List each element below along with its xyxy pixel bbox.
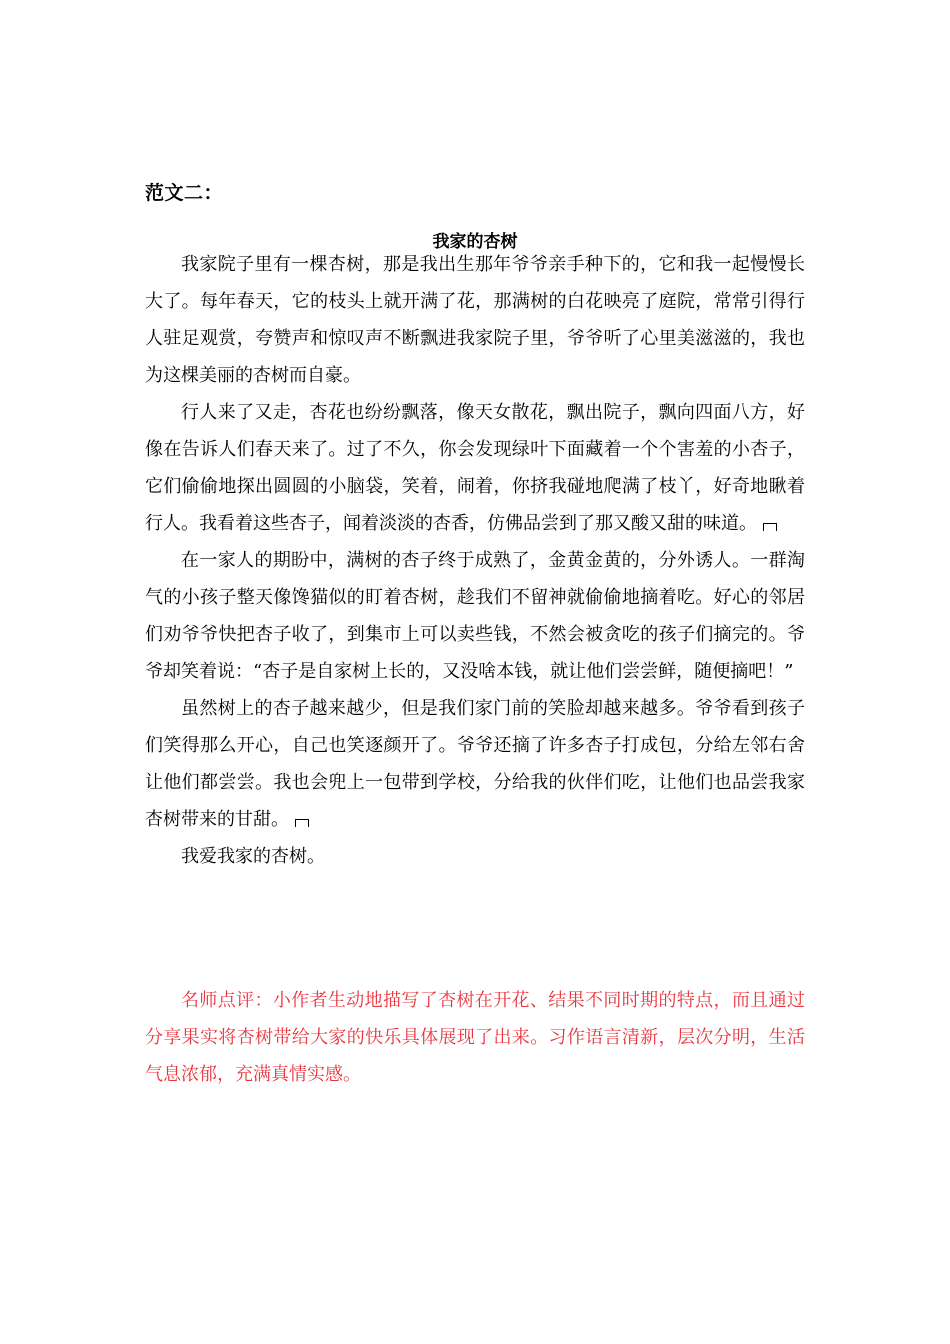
paragraph-5 xyxy=(145,838,805,875)
paragraph-mark-icon xyxy=(763,523,777,531)
paragraph-3 xyxy=(145,542,805,690)
paragraph-2 xyxy=(145,394,805,542)
paragraph-4 xyxy=(145,690,805,838)
paragraph-3-text: 在一家人的期盼中，满树的杏子终于成熟了，金黄金黄的，分外诱人。一群淘气的小孩子整天像馋猫似的盯着杏树，趁我们不留神就偷偷地摘着吃。好心的邻居们劝爷爷快把杏子收了，到集市上可以卖些钱，不然会被贪吃的孩子们摘完的。爷爷却笑着说：“杏子是自家树上长的，又没啥本钱，就让他们尝尝鲜，随便摘吧！” xyxy=(145,550,805,682)
paragraph-2-text: 行人来了又走，杏花也纷纷飘落，像天女散花，飘出院子，飘向四面八方，好像在告诉人们春天来了。过了不久，你会发现绿叶下面藏着一个个害羞的小杏子，它们偷偷地探出圆圆的小脑袋，笑着，闹着，你挤我碰地爬满了枝丫，好奇地瞅着行人。我看着这些杏子，闻着淡淡的杏香，仿佛品尝到了那又酸又甜的味道。 xyxy=(145,402,805,534)
paragraph-mark-icon xyxy=(295,819,309,827)
essay-title: 我家的杏树 xyxy=(432,232,518,252)
paragraph-4-text: 虽然树上的杏子越来越少，但是我们家门前的笑脸却越来越多。爷爷看到孩子们笑得那么开心，自己也笑逐颜开了。爷爷还摘了许多杏子打成包，分给左邻右舍让他们都尝尝。我也会兜上一包带到学校，分给我的伙伴们吃，让他们也品尝我家杏树带来的甘甜。 xyxy=(145,698,805,830)
paragraph-5-text: 我爱我家的杏树。 xyxy=(181,846,325,867)
paragraph-1 xyxy=(145,246,805,394)
teacher-comment: 名师点评：小作者生动地描写了杏树在开花、结果不同时期的特点，而且通过分享果实将杏树带给大家的快乐具体展现了出来。习作语言清新，层次分明，生活气息浓郁，充满真情实感。 xyxy=(145,990,805,1085)
section-label: 范文二： xyxy=(145,182,224,204)
paragraph-1-text: 我家院子里有一棵杏树，那是我出生那年爷爷亲手种下的，它和我一起慢慢长大了。每年春天，它的枝头上就开满了花，那满树的白花映亮了庭院，常常引得行人驻足观赏，夸赞声和惊叹声不断飘进我家院子里，爷爷听了心里美滋滋的，我也为这棵美丽的杏树而自豪。 xyxy=(145,254,805,386)
essay-body xyxy=(145,246,805,875)
